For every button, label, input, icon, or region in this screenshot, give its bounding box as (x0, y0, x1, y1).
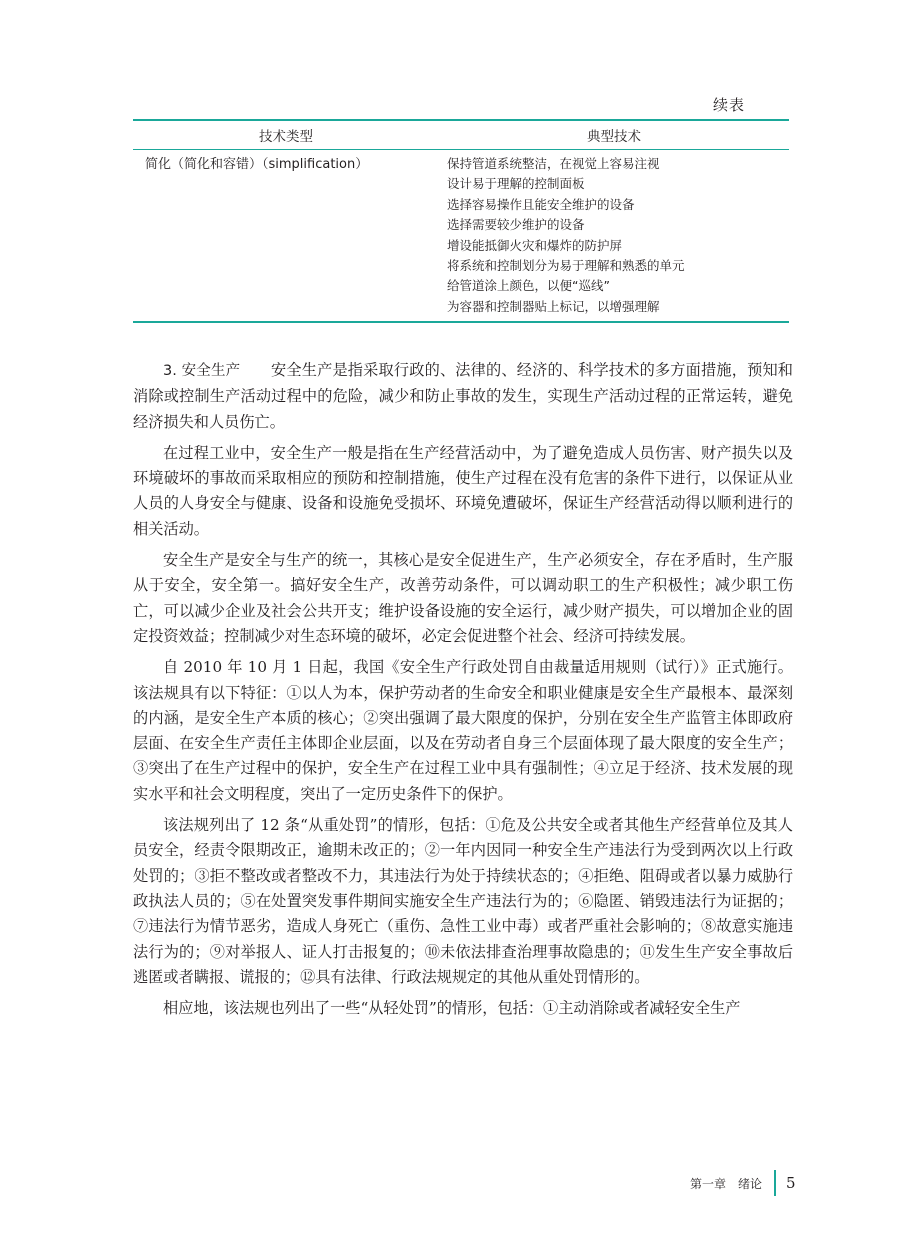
header-technique-type: 技术类型 (259, 129, 313, 145)
table-row (133, 150, 789, 321)
header-typical-technique: 典型技术 (587, 129, 641, 145)
body-text (133, 358, 793, 1027)
technique-item: 给管道涂上颜色，以便“巡线” (447, 278, 610, 294)
paragraph: 相应地，该法规也列出了一些“从轻处罚”的情形，包括：①主动消除或者减轻安全生产 (163, 999, 741, 1018)
technique-list (447, 154, 789, 317)
row-technique-type: 简化（简化和容错）（simplification） (145, 157, 369, 172)
table-bottom-rule (133, 321, 789, 323)
paragraph (133, 358, 793, 435)
technique-item: 增设能抵御火灾和爆炸的防护屏 (447, 237, 623, 253)
technique-item: 将系统和控制划分为易于理解和熟悉的单元 (447, 258, 685, 274)
paragraph-text: 安全生产是指采取行政的、法律的、经济的、科学技术的多方面措施，预知和消除或控制生产活动过程中的危险，减少和防止事故的发生，实现生产活动过程的正常运转，避免经济损失和人员伤亡。 (133, 361, 793, 431)
technique-item: 选择需要较少维护的设备 (447, 217, 585, 233)
techniques-table (133, 119, 789, 323)
section-title: 3. 安全生产 (163, 363, 241, 379)
technique-item: 保持管道系统整洁，在视觉上容易注视 (447, 156, 660, 171)
table-header-row (133, 121, 789, 149)
footer-divider (774, 1170, 776, 1196)
paragraph: 自 2010 年 10 月 1 日起，我国《安全生产行政处罚自由裁量适用规则（试行）》正式施行。该法规具有以下特征：①以人为本，保护劳动者的生命安全和职业健康是安全生产最根本、最深刻的内涵，是安全生产本质的核心；②突出强调了最大限度的保护，分别在安全生产监管主体即政府层面、在安全生产责任主体即企业层面，以及在劳动者自身三个层面体现了最大限度的安全生产；③突出了在生产过程中的保护，安全生产在过程工业中具有强制性；④立足于经济、技术发展的现实水平和社会文明程度，突出了一定历史条件下的保护。 (133, 658, 793, 803)
paragraph: 安全生产是安全与生产的统一，其核心是安全促进生产，生产必须安全，存在矛盾时，生产服从于安全，安全第一。搞好安全生产，改善劳动条件，可以调动职工的生产积极性；减少职工伤亡，可以减少企业及社会公共开支；维护设备设施的安全运行，减少财产损失，可以增加企业的固定投资效益；控制减少对生态环境的破坏，必定会促进整个社会、经济可持续发展。 (133, 551, 793, 645)
technique-item: 选择容易操作且能安全维护的设备 (447, 196, 635, 212)
paragraph: 在过程工业中，安全生产一般是指在生产经营活动中，为了避免造成人员伤害、财产损失以及环境破坏的事故而采取相应的预防和控制措施，使生产过程在没有危害的条件下进行，以保证从业人员的人身安全与健康、设备和设施免受损坏、环境免遭破坏，保证生产经营活动得以顺利进行的相关活动。 (133, 443, 793, 538)
paragraph: 该法规列出了 12 条“从重处罚”的情形，包括：①危及公共安全或者其他生产经营单位及其人员安全，经责令限期改正，逾期未改正的；②一年内因同一种安全生产违法行为受到两次以上行政处罚的；③拒不整改或者整改不力，其违法行为处于持续状态的；④拒绝、阻碍或者以暴力威胁行政执法人员的；⑤在处置突发事件期间实施安全生产违法行为的；⑥隐匿、销毁违法行为证据的；⑦违法行为情节恶劣，造成人身死亡（重伤、急性工业中毒）或者严重社会影响的；⑧故意实施违法行为的；⑨对举报人、证人打击报复的；⑩未依法排查治理事故隐患的；⑪发生生产安全事故后逃匿或者瞒报、谎报的；⑫具有法律、行政法规规定的其他从重处罚情形的。 (133, 816, 793, 986)
chapter-label: 第一章 绪论 (690, 1176, 763, 1191)
page-number: 5 (786, 1174, 796, 1192)
technique-item: 设计易于理解的控制面板 (447, 176, 585, 192)
continued-table-label: 续表 (713, 96, 746, 114)
page-footer (690, 1170, 796, 1196)
technique-item: 为容器和控制器贴上标记，以增强理解 (447, 298, 660, 314)
